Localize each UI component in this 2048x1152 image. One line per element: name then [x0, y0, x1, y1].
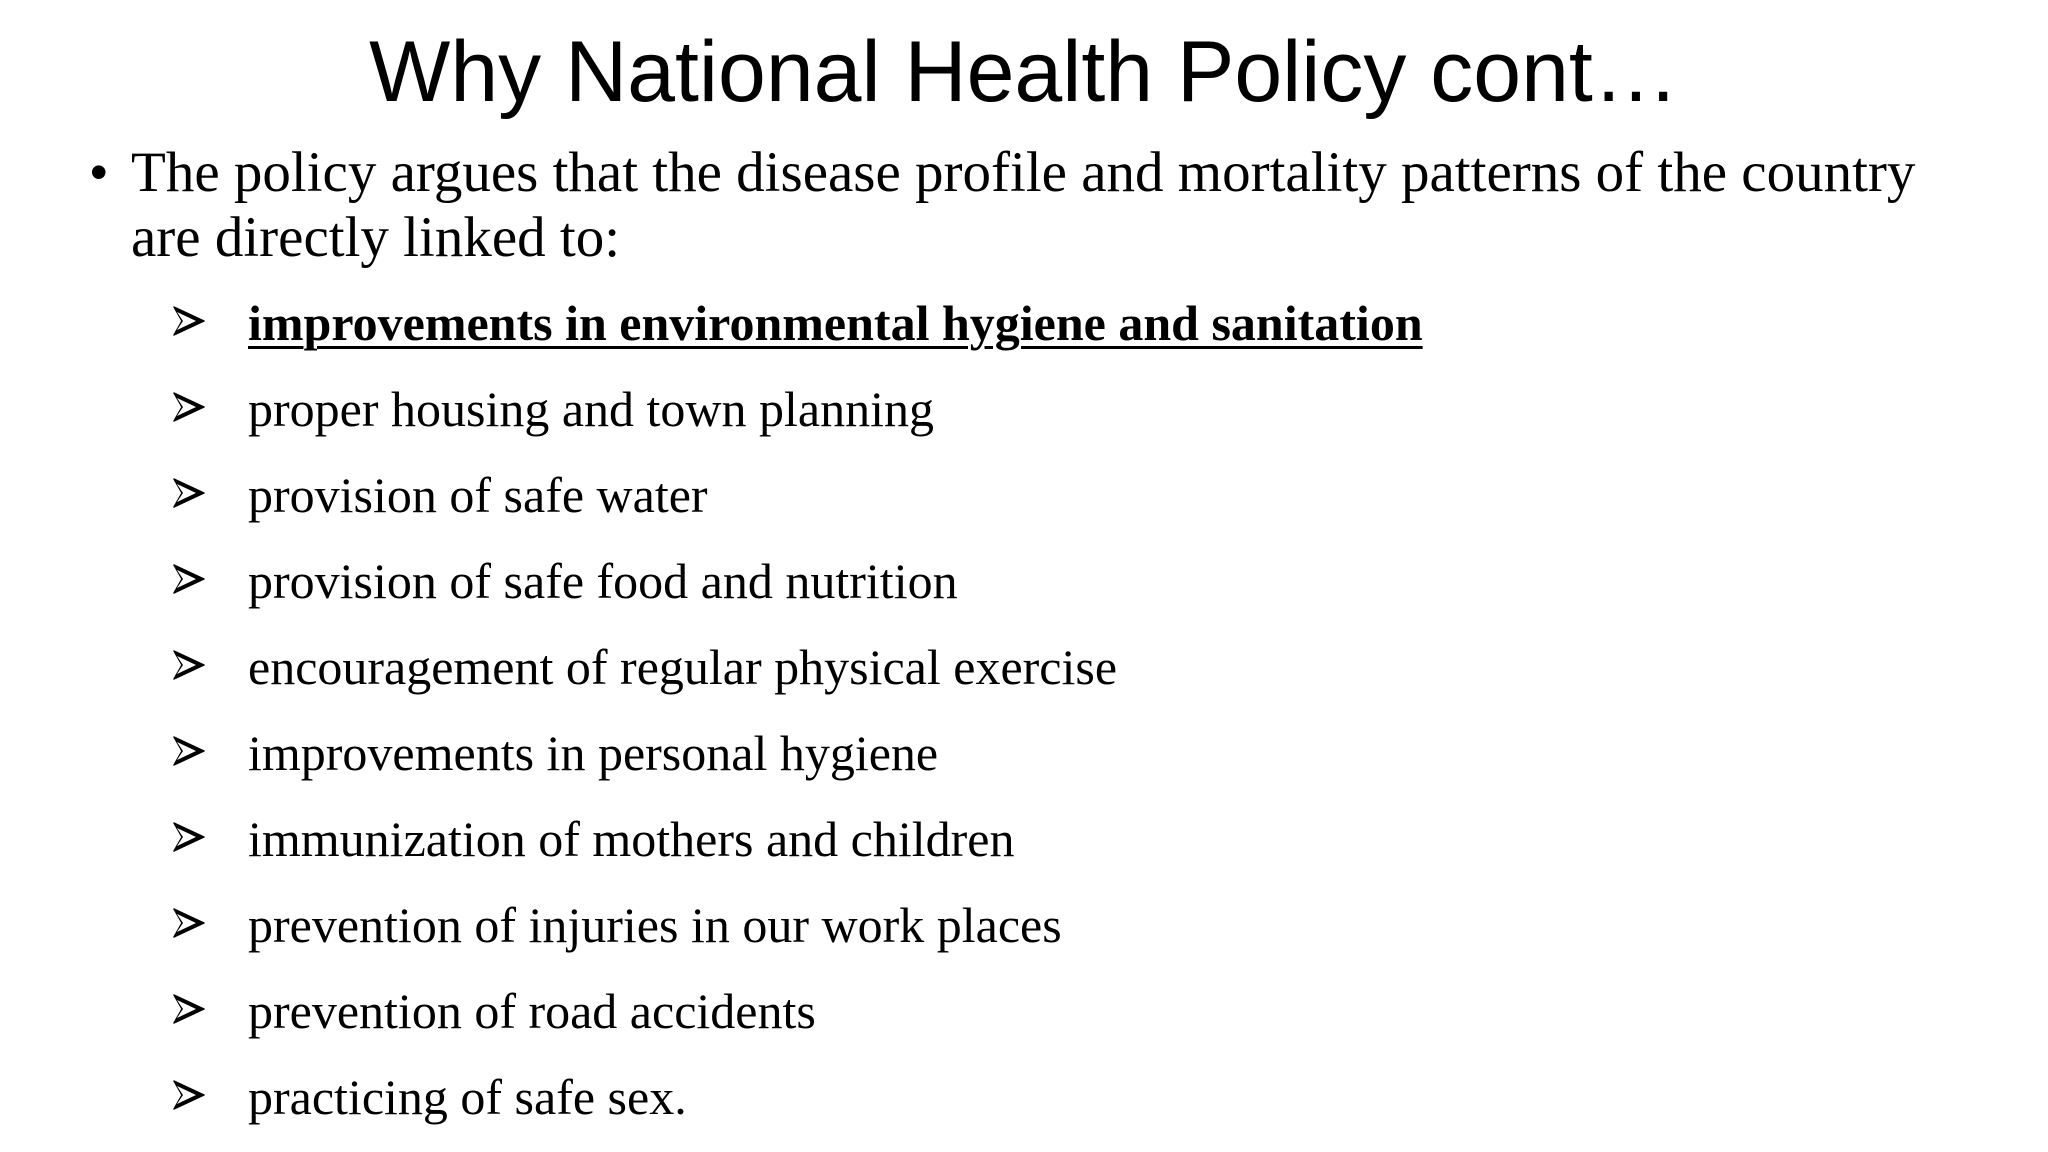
- list-item: [0, 796, 2048, 882]
- list-item-text: improvements in personal hygiene: [248, 725, 939, 781]
- list-item: [0, 366, 2048, 452]
- right-arrowhead-icon: [166, 624, 214, 710]
- list-item-text: prevention of injuries in our work places: [248, 897, 1062, 953]
- right-arrowhead-icon: [166, 280, 214, 366]
- right-arrowhead-icon: [166, 968, 214, 1054]
- right-arrowhead-icon: [166, 710, 214, 796]
- list-item-text: improvements in environmental hygiene and sanitation: [248, 295, 1423, 351]
- list-item: [0, 710, 2048, 796]
- list-item-text: practicing of safe sex.: [248, 1069, 687, 1125]
- right-arrowhead-icon: [166, 882, 214, 968]
- list-item: [0, 280, 2048, 366]
- list-item-text: prevention of road accidents: [248, 983, 816, 1039]
- list-item-text: provision of safe water: [248, 467, 708, 523]
- list-item-text: provision of safe food and nutrition: [248, 553, 958, 609]
- right-arrowhead-icon: [166, 366, 214, 452]
- list-item-text: immunization of mothers and children: [248, 811, 1015, 867]
- list-item: [0, 452, 2048, 538]
- list-item: [0, 538, 2048, 624]
- list-item: [0, 624, 2048, 710]
- bullet-dot-icon: •: [90, 144, 108, 200]
- right-arrowhead-icon: [166, 796, 214, 882]
- right-arrowhead-icon: [166, 538, 214, 624]
- list-item: [0, 968, 2048, 1054]
- list-item: [0, 882, 2048, 968]
- slide-title: Why National Health Policy cont…: [369, 24, 1679, 120]
- list-item-text: encouragement of regular physical exercise: [248, 639, 1118, 695]
- list-item: [0, 1054, 2048, 1140]
- main-bullet-text: The policy argues that the disease profile and mortality patterns of the country are directly linked to:: [131, 141, 1916, 269]
- right-arrowhead-icon: [166, 452, 214, 538]
- list-item-text: proper housing and town planning: [248, 381, 935, 437]
- right-arrowhead-icon: [166, 1054, 214, 1140]
